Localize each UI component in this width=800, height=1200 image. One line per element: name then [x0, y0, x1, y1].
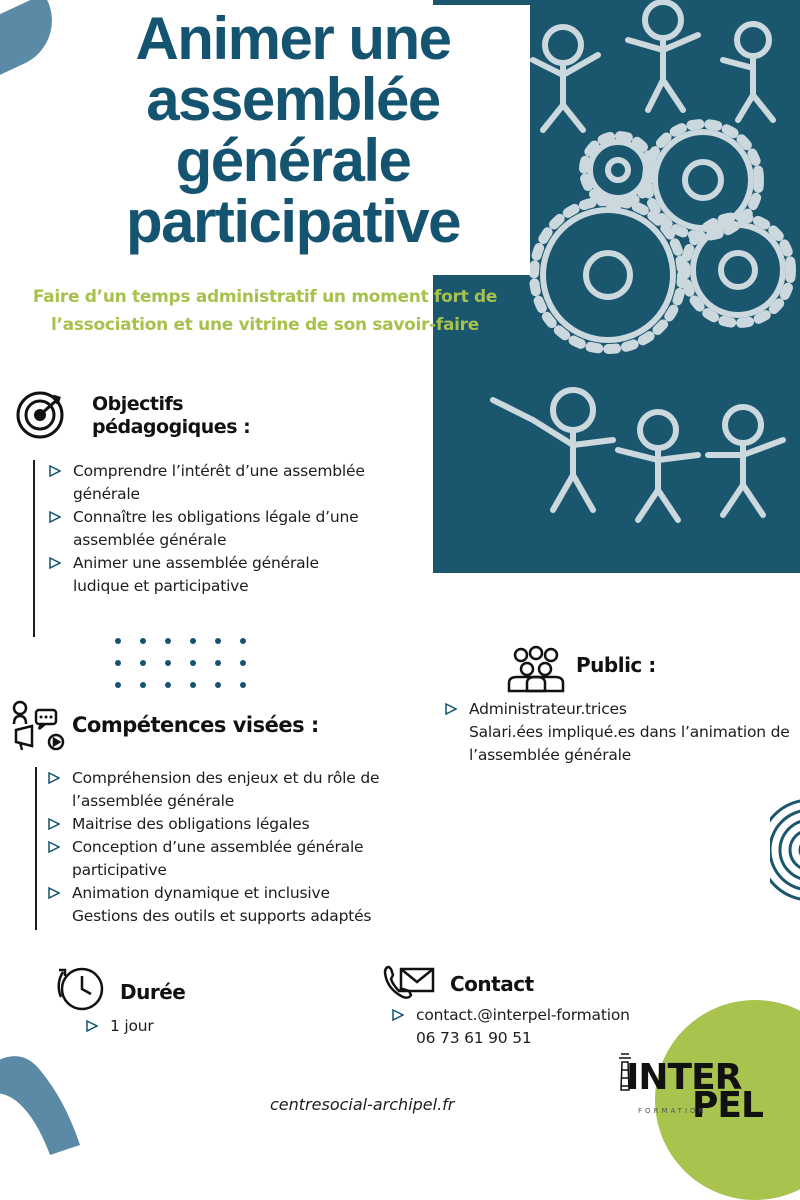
competences-title: Compétences visées :: [72, 713, 319, 737]
triangle-bullet-icon: [445, 703, 457, 715]
competences-extra-line: Gestions des outils et supports adaptés: [72, 907, 372, 925]
decorative-dot-grid: [110, 633, 260, 693]
contact-list: [388, 1004, 668, 1050]
list-item: [45, 460, 415, 506]
list-item: [82, 1015, 282, 1038]
list-item-line: Maitrise des obligations légales: [72, 815, 310, 833]
list-item-line: l’assemblée générale: [469, 746, 632, 764]
list-item-line: l’assemblée générale: [72, 792, 235, 810]
list-item-line: Connaître les obligations légale d’une: [73, 508, 359, 526]
logo-text-line-1: INTER: [626, 1057, 742, 1098]
list-item: [44, 882, 434, 905]
competences-divider: [35, 767, 37, 930]
list-item-line: participative: [72, 861, 167, 879]
clock-icon: [55, 962, 107, 1014]
logo-subtext: FORMATION: [638, 1107, 707, 1115]
triangle-bullet-icon: [49, 511, 61, 523]
fingerprint-decoration-icon: [770, 795, 800, 905]
contact-phone[interactable]: 06 73 61 90 51: [416, 1029, 532, 1047]
objectifs-title: [92, 393, 292, 439]
list-item: [44, 813, 434, 836]
triangle-bullet-icon: [48, 772, 60, 784]
footer-website-link[interactable]: centresocial-archipel.fr: [270, 1095, 455, 1114]
list-item: [388, 1004, 668, 1050]
list-item-line: ludique et participative: [73, 577, 249, 595]
list-item: [44, 836, 434, 882]
triangle-bullet-icon: [49, 465, 61, 477]
triangle-bullet-icon: [48, 818, 60, 830]
list-item-line: générale: [73, 485, 140, 503]
list-item-line: Animer une assemblée générale: [73, 554, 319, 572]
triangle-bullet-icon: [49, 557, 61, 569]
group-icon: [505, 645, 567, 693]
objectifs-divider: [33, 460, 35, 637]
list-item-line: Salari.ées impliqué.es dans l’animation de: [469, 723, 790, 741]
objectifs-title-line-1: Objectifs: [92, 393, 184, 415]
list-item-line: Animation dynamique et inclusive: [72, 884, 330, 902]
list-item: [441, 698, 791, 767]
public-list: [441, 698, 791, 767]
triangle-bullet-icon: [48, 887, 60, 899]
presenter-icon: [10, 700, 68, 752]
public-title: Public :: [576, 653, 656, 677]
list-item: [45, 506, 415, 552]
competences-list: [44, 767, 434, 905]
list-item-line: assemblée générale: [73, 531, 227, 549]
triangle-bullet-icon: [392, 1009, 404, 1021]
page-title: Animer une assemblée générale participative: [126, 5, 460, 255]
duree-list: [82, 1015, 282, 1038]
list-item-line: Administrateur.trices: [469, 700, 627, 718]
page-subtitle: [0, 283, 530, 339]
contact-email[interactable]: contact.@interpel-formation: [416, 1006, 630, 1024]
list-item-line: Compréhension des enjeux et du rôle de: [72, 769, 380, 787]
duree-value: 1 jour: [110, 1017, 154, 1035]
triangle-bullet-icon: [86, 1020, 98, 1032]
objectifs-list: [45, 460, 415, 598]
logo-text-line-2: PEL: [692, 1085, 763, 1126]
list-item-line: Comprendre l’intérêt d’une assemblée: [73, 462, 365, 480]
objectifs-title-line-2: pédagogiques :: [92, 416, 251, 438]
decorative-blob-bottom-left: [0, 1045, 100, 1155]
contact-title: Contact: [450, 972, 534, 996]
list-item: [45, 552, 415, 598]
list-item-line: Conception d’une assemblée générale: [72, 838, 364, 856]
list-item: [44, 767, 434, 813]
duree-title: Durée: [120, 980, 186, 1004]
subtitle-line-2: l’association et une vitrine de son savoir-faire: [51, 315, 479, 335]
subtitle-line-1: Faire d’un temps administratif un moment fort de: [32, 287, 498, 307]
triangle-bullet-icon: [48, 841, 60, 853]
competences-section: [44, 767, 434, 928]
phone-mail-icon: [383, 963, 435, 1001]
target-icon: [15, 390, 65, 440]
